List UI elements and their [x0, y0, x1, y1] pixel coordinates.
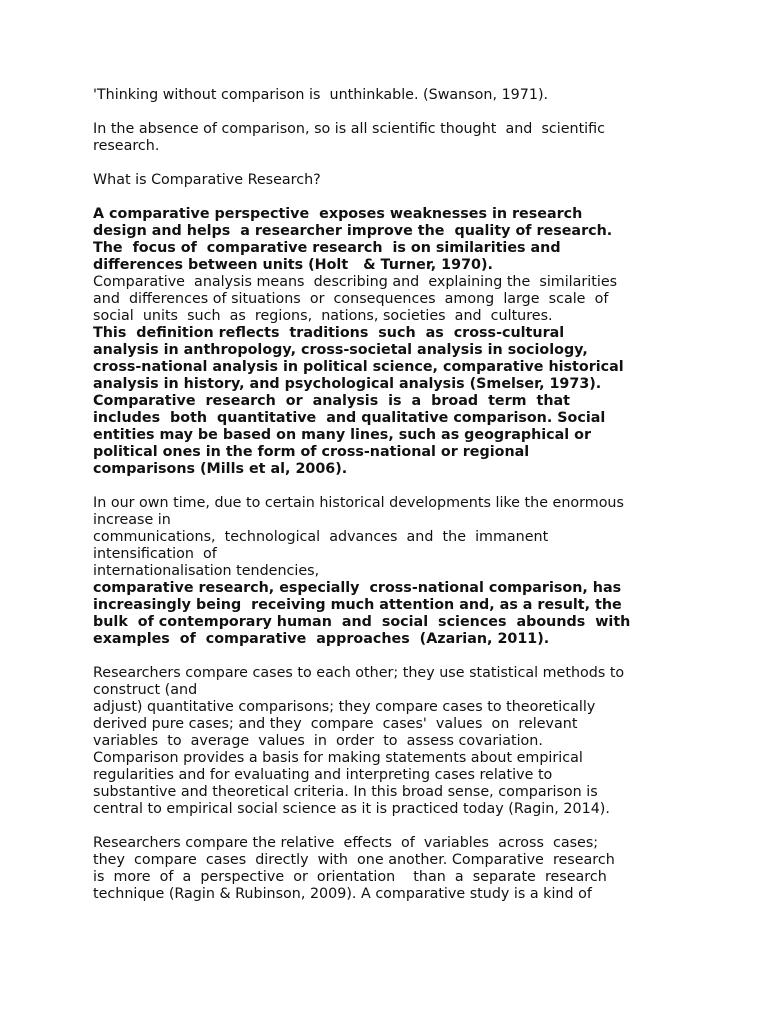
text-line: A comparative perspective exposes weaknesses in research	[93, 206, 583, 222]
text-line: In our own time, due to certain historical developments like the enormous	[93, 495, 624, 511]
text-line: Researchers compare cases to each other; they use statistical methods to	[93, 665, 625, 681]
text-line: increasingly being receiving much attention and, as a result, the	[93, 597, 622, 613]
blank-line	[93, 155, 683, 172]
blank-line	[93, 189, 683, 206]
text-line: they compare cases directly with one another. Comparative research	[93, 852, 615, 868]
blank-line	[93, 818, 683, 835]
text-line: includes both quantitative and qualitative comparison. Social	[93, 410, 606, 426]
text-line: In the absence of comparison, so is all scientific thought and scientific	[93, 121, 606, 137]
text-line: analysis in anthropology, cross-societal analysis in sociology,	[93, 342, 588, 358]
text-line: and differences of situations or consequences among large scale of	[93, 291, 609, 307]
text-line: substantive and theoretical criteria. In this broad sense, comparison is	[93, 784, 598, 800]
text-line: comparative research, especially cross-national comparison, has	[93, 580, 622, 596]
text-line: increase in	[93, 512, 171, 528]
blank-line	[93, 478, 683, 495]
text-line: 'Thinking without comparison is unthinkable. (Swanson, 1971).	[93, 87, 549, 103]
text-line: design and helps a researcher improve the quality of research.	[93, 223, 613, 239]
text-line: construct (and	[93, 682, 198, 698]
text-line: The focus of comparative research is on similarities and	[93, 240, 561, 256]
text-line: bulk of contemporary human and social sciences abounds with	[93, 614, 631, 630]
blank-line	[93, 104, 683, 121]
text-line: derived pure cases; and they compare cases' values on relevant	[93, 716, 578, 732]
text-line: communications, technological advances and the immanent	[93, 529, 549, 545]
text-line: is more of a perspective or orientation than a separate research	[93, 869, 607, 885]
text-line: differences between units (Holt & Turner, 1970).	[93, 257, 493, 273]
text-line: research.	[93, 138, 160, 154]
text-line: cross-national analysis in political science, comparative historical	[93, 359, 624, 375]
text-line: technique (Ragin & Rubinson, 2009). A comparative study is a kind of	[93, 886, 592, 902]
text-line: adjust) quantitative comparisons; they compare cases to theoretically	[93, 699, 596, 715]
text-line: comparisons (Mills et al, 2006).	[93, 461, 348, 477]
text-line: social units such as regions, nations, societies and cultures.	[93, 308, 553, 324]
text-line: entities may be based on many lines, such as geographical or	[93, 427, 592, 443]
text-line: Comparison provides a basis for making statements about empirical	[93, 750, 583, 766]
text-line: regularities and for evaluating and interpreting cases relative to	[93, 767, 553, 783]
text-line: This definition reflects traditions such as cross-cultural	[93, 325, 565, 341]
text-line: Researchers compare the relative effects of variables across cases;	[93, 835, 599, 851]
text-line: Comparative research or analysis is a broad term that	[93, 393, 570, 409]
text-line: Comparative analysis means describing and explaining the similarities	[93, 274, 618, 290]
text-line: central to empirical social science as it is practiced today (Ragin, 2014).	[93, 801, 610, 817]
text-line: political ones in the form of cross-national or regional	[93, 444, 530, 460]
blank-line	[93, 648, 683, 665]
text-line: variables to average values in order to assess covariation.	[93, 733, 543, 749]
document-body	[93, 87, 683, 903]
text-line: analysis in history, and psychological analysis (Smelser, 1973).	[93, 376, 602, 392]
text-line: examples of comparative approaches (Azarian, 2011).	[93, 631, 550, 647]
text-line: intensification of	[93, 546, 217, 562]
text-line: internationalisation tendencies,	[93, 563, 320, 579]
text-line: What is Comparative Research?	[93, 172, 321, 188]
